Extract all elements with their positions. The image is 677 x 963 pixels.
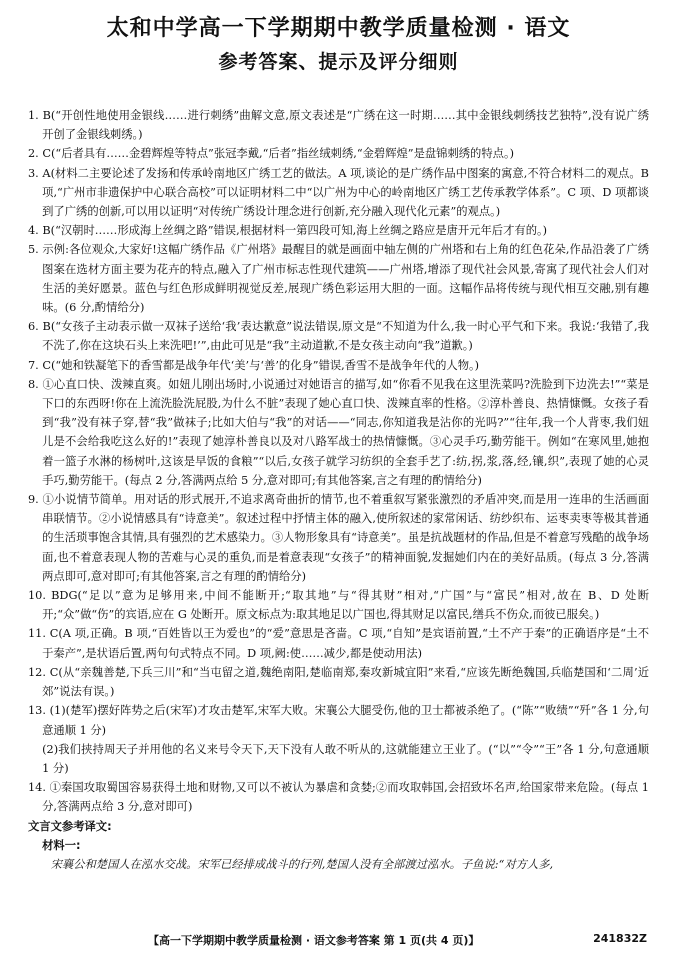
answer-item-8: 8. ①心直口快、泼辣直爽。如妞儿刚出场时,小说通过对她语言的描写,如“你看不见我在这里洗菜吗?洗脸到下边洗去!”“菜是下口的东西呀!你在上流洗脸洗屁股,为什么不脏”表现了她心直口快、泼辣直率的性格。②淳朴善良、热情慷慨。女孩子看到“我”没有袜子穿,替“我”做袜子;比如大伯与“我”的对话——“同志,你知道我是沾你的光吗?”“往年,我一个人背枣,我们妞儿是不会给我吃这么好的!”表现了她淳朴善良以及对八路军战士的热情慷慨。③心灵手巧,勤劳能干。例如“在寒风里,她抱着一篮子水淋的杨树叶,这该是早饭的食粮”“以后,女孩子就学习纺织的全套手艺了:纺,拐,浆,落,经,镶,织”,表现了她的心灵手巧,勤劳能干。(每点 2 分,答满两点给 5 分,意对即可;有其他答案,言之有理的酌情给分): [28, 377, 649, 487]
answer-item-11: 11. C(A 项,正确。B 项,“百姓皆以王为爱也”的“爱”意思是吝啬。C 项,“自知”是宾语前置,“土不产于秦”的正确语序是“土不于秦产”,是状语后置,两句句式特点不同。D 项,阙:使……减少,都是使动用法): [28, 627, 649, 660]
answer-item-1: 1. B(“开创性地使用金银线……进行刺绣”曲解文意,原文表述是“广绣在这一时期……其中金银线刺绣技艺独特”,没有说广绣开创了金银线刺绣。): [28, 109, 649, 142]
material-label: 材料一:: [42, 838, 81, 852]
footer-code: 241832Z: [593, 932, 647, 945]
answer-item-4: 4. B(“汉朝时……形成海上丝绸之路”错误,根据材料一第四段可知,海上丝绸之路应是唐开元年后才有的。): [28, 224, 548, 238]
answer-item-14: 14. ①秦国攻取蜀国容易获得土地和财物,又可以不被认为暴虐和贪婪;②而攻取韩国,会招致坏名声,给国家带来危险。(每点 1 分,答满两点给 3 分,意对即可): [28, 781, 649, 814]
answer-item-10: 10. BDG(“足以”意为足够用来,中间不能断开;“取其地”与“得其财”相对,“广国”与“富民”相对,故在 B、D 处断开;“众”做“伤”的宾语,应在 G 处断开。原文标点为:取其地足以广国也,得其财足以富民,缮兵不伤众,而彼已服矣。): [28, 589, 649, 622]
answer-item-2: 2. C(“后者具有……金碧辉煌等特点”张冠李戴,“后者”指丝绒刺绣,“金碧辉煌”是盘锦刺绣的特点。): [28, 147, 514, 161]
document-subtitle: 参考答案、提示及评分细则: [218, 51, 459, 73]
answer-item-3: 3. A(材料二主要论述了发扬和传承岭南地区广绣工艺的做法。A 项,谈论的是广绣作品中图案的寓意,不符合材料二的观点。B 项,“广州市非遗保护中心联合高校”可以证明材料二中“以广州为中心的岭南地区广绣工艺传承教学体系”。C 项、D 项都谈到了广绣的创新,可以用以证明“对传统广绣设计理念进行创新,充分融入现代化元素”的观点。): [28, 166, 649, 219]
answer-body: [28, 106, 649, 874]
document-title: 太和中学高一下学期期中教学质量检测 · 语文: [106, 16, 571, 41]
translation-heading: 文言文参考译文:: [28, 819, 112, 833]
answer-item-9: 9. ①小说情节简单。用对话的形式展开,不追求离奇曲折的情节,也不着重叙写紧张激烈的矛盾冲突,而是用一连串的生活画面串联情节。②小说情感具有“诗意美”。叙述过程中抒情主体的融入,使所叙述的家常闲话、纺纱织布、运枣卖枣等极其普通的生活琐事饱含其情,具有强烈的艺术感染力。③人物形象具有“诗意美”。虽是抗战题材的作品,但是不着意写残酷的战争场面,也不着意表现人物的苦难与心灵的重负,而是着意表现“女孩子”的精神面貌,发掘她们内在的美好品质。(每点 3 分,答满两点即可,意对即可;有其他答案,言之有理的酌情给分): [28, 493, 649, 583]
answer-item-5: 5. 示例:各位观众,大家好!这幅广绣作品《广州塔》最醒目的就是画面中轴左侧的广州塔和右上角的红色花朵,作品沿袭了广绣图案在选材方面主要为花卉的特点,融入了广州市标志性现代建筑——广州塔,增添了现代社会风景,寄寓了现代社会人们对生活的美好愿景。蓝色与红色形成鲜明视觉反差,展现广绣色彩运用大胆的一面。这幅作品将传统与现代相互交融,别有趣味。(6 分,酌情给分): [28, 243, 649, 315]
answer-item-6: 6. B(“女孩子主动表示做一双袜子送给‘我’表达歉意”说法错误,原文是“不知道为什么,我一时心平气和下来。我说:‘我错了,我不洗了,你在这块石头上来洗吧!’”,由此可见是“我”主动道歉,不是女孩主动向“我”道歉。): [28, 320, 649, 353]
footer-text: 【高一下学期期中教学质量检测 · 语文参考答案 第 1 页(共 4 页)】: [148, 934, 480, 947]
answer-item-13-1: 13. (1)(楚军)摆好阵势之后(宋军)才攻击楚军,宋军大败。宋襄公大腿受伤,他的卫士都被杀绝了。(“陈”“败绩”“歼”各 1 分,句意通顺 1 分): [28, 704, 649, 737]
answer-item-13-2: (2)我们挟持周天子并用他的名义来号令天下,天下没有人敢不听从的,这就能建立王业了。(“以”“令”“王”各 1 分,句意通顺 1 分): [42, 742, 649, 775]
answer-item-7: 7. C(“她和铁凝笔下的香雪都是战争年代‘美’与‘善’的化身”错误,香雪不是战争年代的人物。): [28, 358, 480, 372]
translation-text: 宋襄公和楚国人在泓水交战。宋军已经排成战斗的行列,楚国人没有全部渡过泓水。子鱼说:“对方人多,: [50, 857, 554, 871]
page-footer: [0, 932, 677, 950]
answer-item-12: 12. C(从“亲魏善楚,下兵三川”和“当屯留之道,魏绝南阳,楚临南郑,秦攻新城宜阳”来看,“应该先断绝魏国,兵临楚国和‘二周’近郊”说法有误。): [28, 665, 649, 699]
